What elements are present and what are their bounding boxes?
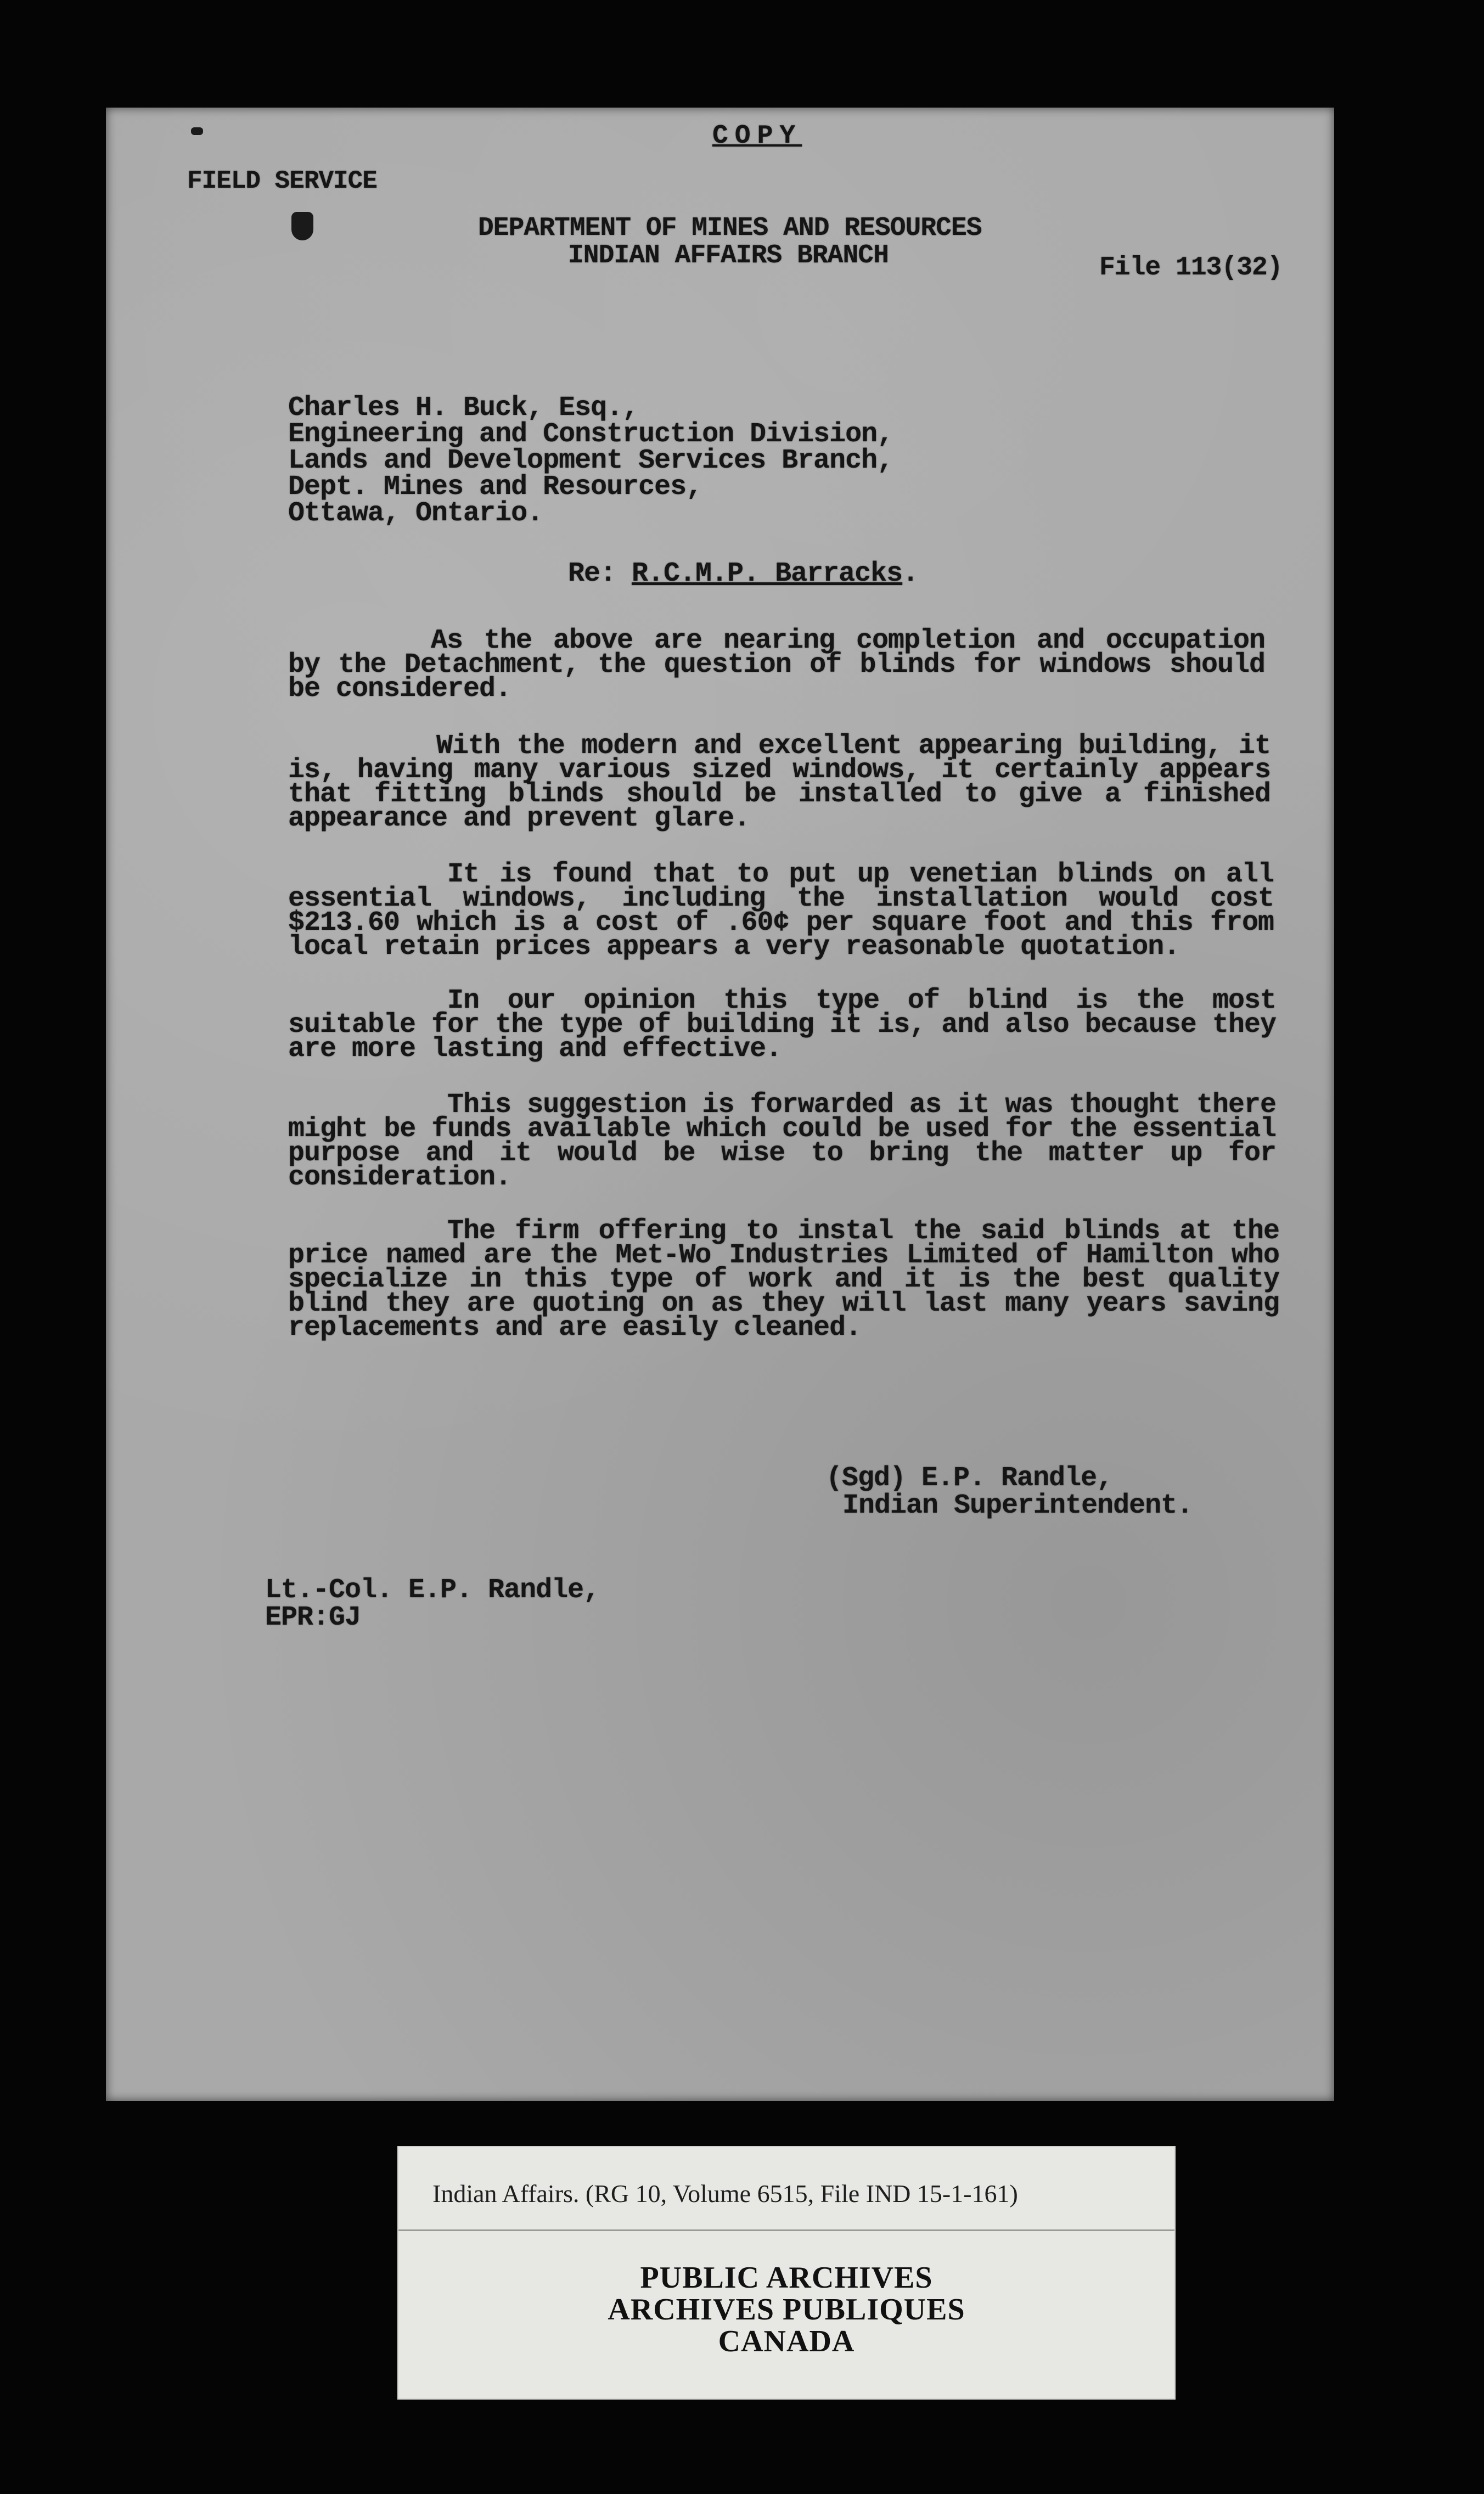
signature-title: Indian Superintendent.	[842, 1490, 1193, 1521]
subject-text: R.C.M.P. Barracks	[632, 558, 903, 589]
archive-name-french: ARCHIVES PUBLIQUES	[608, 2293, 965, 2327]
paragraph-4: In our opinion this type of blind is the most suitable for the type of building it is, and also because they are more lasting and effective.	[288, 985, 1276, 1065]
recipient-line: Dept. Mines and Resources,	[288, 471, 702, 503]
recipient-line: Engineering and Construction Division,	[288, 419, 893, 450]
corner-mark	[191, 127, 203, 135]
paragraph-1: As the above are nearing completion and occupation by the Detachment, the question of blinds for windows should be considered.	[288, 625, 1265, 705]
department-heading: DEPARTMENT OF MINES AND RESOURCES	[478, 214, 982, 243]
paragraph-2: With the modern and excellent appearing building, it is, having many various sized windows, it certainly appears that fitting blinds should be installed to give a finished appearance and prevent glare.	[288, 731, 1271, 834]
archive-name-english: PUBLIC ARCHIVES	[640, 2261, 933, 2295]
paragraph-3: It is found that to put up venetian blinds on all essential windows, including the installation would cost $213.60 which is a cost of .60¢ per square foot and this from local retain prices appears a very reasonable quotation.	[288, 859, 1274, 963]
file-number: File 113(32)	[1099, 253, 1283, 283]
archive-label	[397, 2146, 1176, 2400]
subject-prefix: Re:	[568, 558, 616, 589]
recipient-line: Lands and Development Services Branch,	[288, 445, 893, 476]
field-service-label: FIELD SERVICE	[187, 167, 377, 195]
typist-initials: EPR:GJ	[265, 1602, 361, 1633]
recipient-line: Charles H. Buck, Esq.,	[288, 392, 639, 424]
punch-mark	[291, 212, 313, 240]
paragraph-6: The firm offering to instal the said blinds at the price named are the Met-Wo Industries Limited of Hamilton who specialize in this type of work and it is the best quality blind they are quoting on as they will last many years saving replacements and are easily cleaned.	[288, 1216, 1279, 1344]
document-page	[106, 108, 1334, 2101]
recipient-line: Ottawa, Ontario.	[288, 498, 543, 529]
copy-heading: COPY	[712, 121, 802, 151]
signature-line: (Sgd) E.P. Randle,	[826, 1463, 1113, 1494]
archive-country: CANADA	[718, 2324, 855, 2358]
subject-line: Re: R.C.M.P. Barracks.	[568, 558, 919, 589]
sender-name: Lt.-Col. E.P. Randle,	[265, 1575, 600, 1606]
branch-heading: INDIAN AFFAIRS BRANCH	[568, 241, 889, 271]
archive-reference: Indian Affairs. (RG 10, Volume 6515, File IND 15-1-161)	[432, 2180, 1018, 2207]
label-divider	[398, 2229, 1174, 2231]
paragraph-5: This suggestion is forwarded as it was thought there might be funds available which could be used for the essential purpose and it would be wise to bring the matter up for consideration.	[288, 1089, 1276, 1193]
